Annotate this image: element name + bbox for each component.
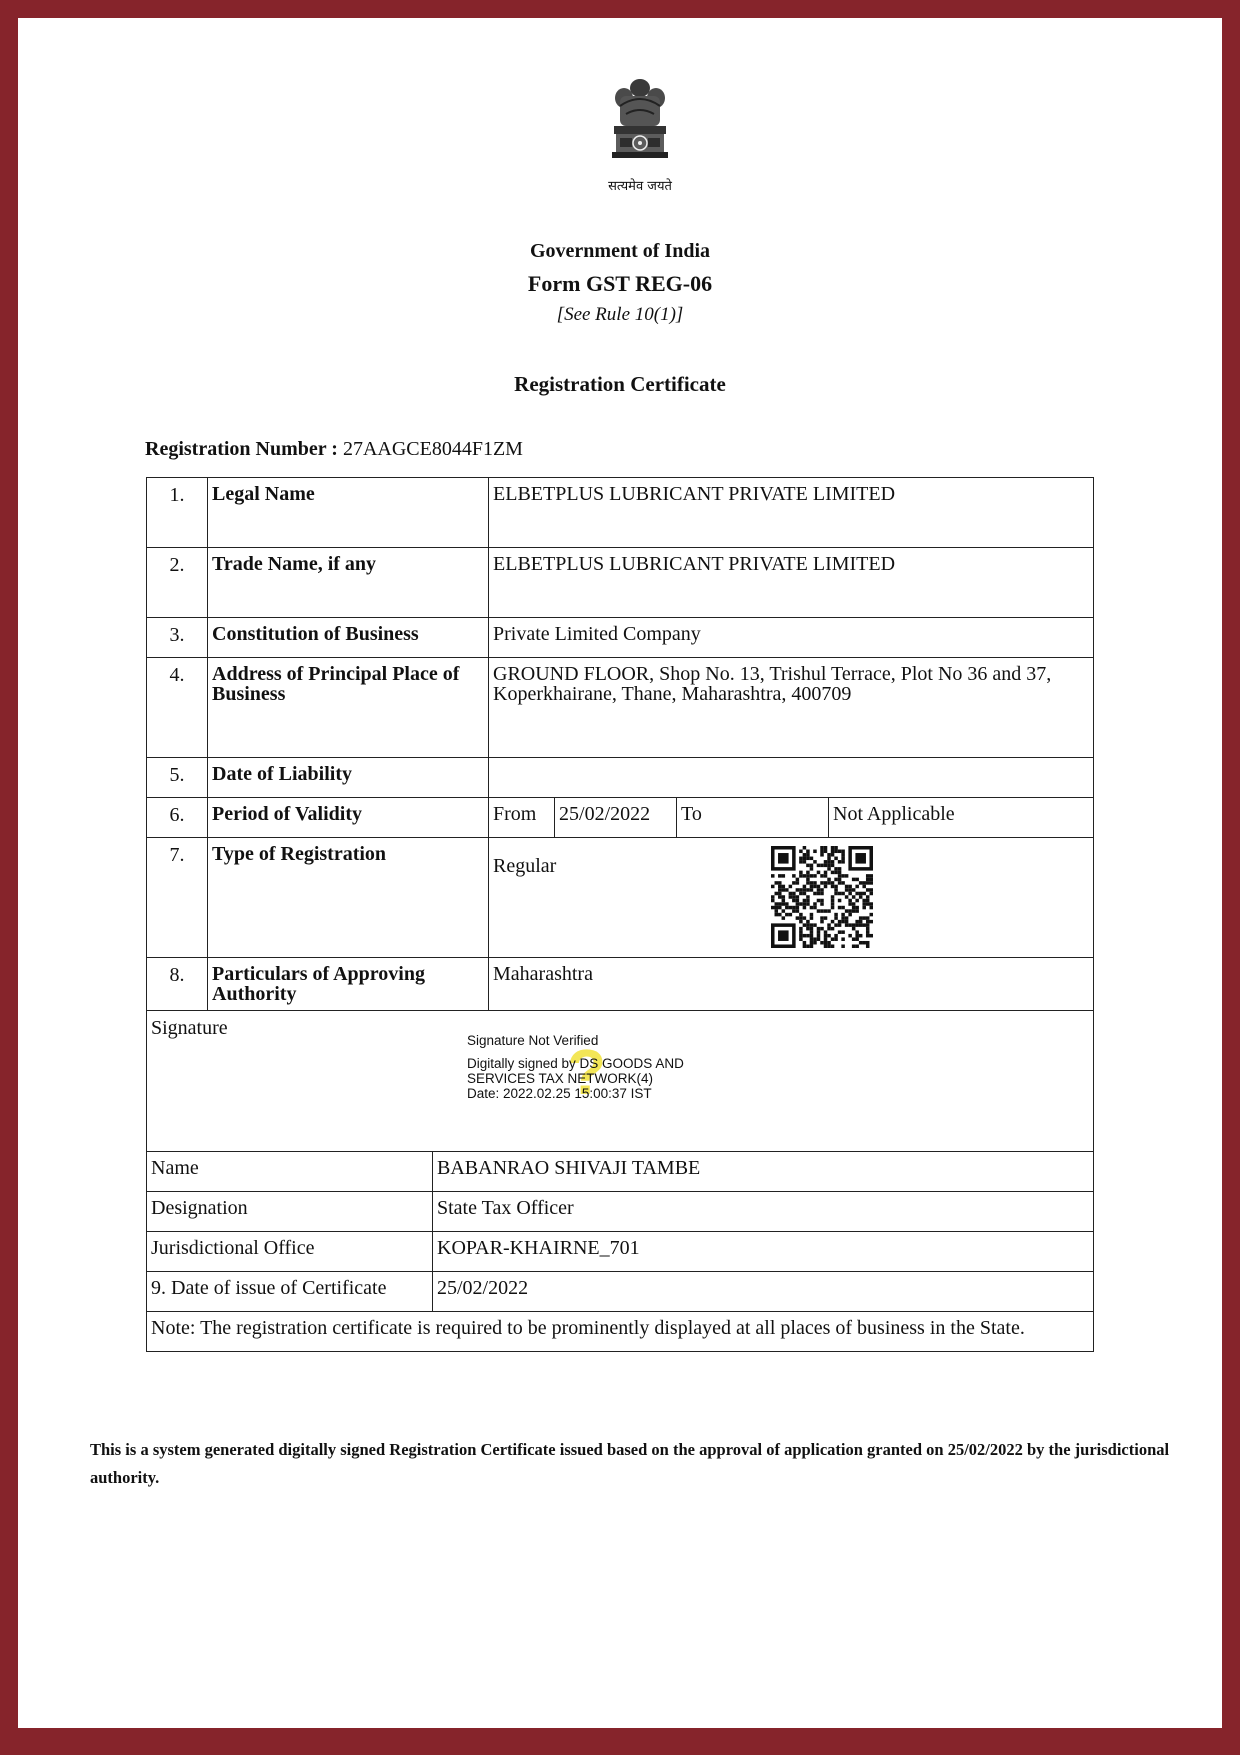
row-number: 7. [147,838,208,958]
officer-value-issue-date: 25/02/2022 [433,1272,1094,1312]
table-row [147,548,1094,618]
row-number: 6. [147,798,208,838]
registration-number-value: 27AAGCE8044F1ZM [342,438,523,460]
row-label-type-of-registration: Type of Registration [208,838,489,958]
table-row [147,758,1094,798]
row-label-trade-name: Trade Name, if any [208,548,489,618]
table-row [147,838,1094,958]
row-value-address: GROUND FLOOR, Shop No. 13, Trishul Terrace, Plot No 36 and 37, Koperkhairane, Thane, Maharashtra, 400709 [489,658,1094,758]
table-row [147,1272,1094,1312]
registration-number [145,438,523,461]
officer-label-office: Jurisdictional Office [147,1232,433,1272]
row-label-period-of-validity: Period of Validity [208,798,489,838]
validity-from-date: 25/02/2022 [555,798,677,838]
row-value-type-of-registration [489,838,1094,958]
certificate-page [18,18,1222,1728]
national-emblem-icon [590,70,690,170]
digital-signature-block [467,1033,684,1101]
signature-row [147,1011,1094,1152]
row-value-date-of-liability [489,758,1094,798]
officer-value-office: KOPAR-KHAIRNE_701 [433,1232,1094,1272]
signature-signer-line2: SERVICES TAX NETWORK(4) [467,1071,654,1086]
row-label-approving-authority: Particulars of Approving Authority [208,958,489,1011]
government-title: Government of India [530,240,710,262]
signature-cell [147,1011,1094,1152]
table-row [147,478,1094,548]
table-row [147,1312,1094,1352]
table-row [147,618,1094,658]
registration-type-text: Regular [493,855,557,877]
system-generated-footer: This is a system generated digitally signed Registration Certificate issued based on the approval of application granted on 25/02/2022 by the jurisdictional authority. [90,1440,1170,1487]
row-label-address: Address of Principal Place of Business [208,658,489,758]
form-title: Form GST REG-06 [527,271,713,296]
row-number: 1. [147,478,208,548]
officer-value-designation: State Tax Officer [433,1192,1094,1232]
row-value-trade-name: ELBETPLUS LUBRICANT PRIVATE LIMITED [489,548,1094,618]
row-number: 4. [147,658,208,758]
certificate-title: Registration Certificate [514,372,726,396]
rule-reference: [See Rule 10(1)] [556,304,684,325]
national-motto: सत्यमेव जयते [608,179,672,194]
row-value-constitution: Private Limited Company [489,618,1094,658]
table-row [147,1192,1094,1232]
row-label-date-of-liability: Date of Liability [208,758,489,798]
row-value-legal-name: ELBETPLUS LUBRICANT PRIVATE LIMITED [489,478,1094,548]
row-label-legal-name: Legal Name [208,478,489,548]
row-value-approving-authority: Maharashtra [489,958,1094,1011]
officer-value-name: BABANRAO SHIVAJI TAMBE [433,1152,1094,1192]
validity-from-label: From [489,798,555,838]
table-row [147,658,1094,758]
signature-status: Signature Not Verified [467,1033,599,1048]
signature-label: Signature [151,1017,228,1039]
registration-number-label: Registration Number : [145,438,338,460]
officer-label-issue-date: 9. Date of issue of Certificate [147,1272,433,1312]
validity-to-label: To [677,798,829,838]
row-number: 2. [147,548,208,618]
table-row [147,798,1094,838]
row-label-constitution: Constitution of Business [208,618,489,658]
qr-code-icon [771,846,873,948]
officer-label-designation: Designation [147,1192,433,1232]
table-row [147,1232,1094,1272]
signature-status-icon: ? [567,1036,607,1108]
table-row [147,1152,1094,1192]
row-number: 5. [147,758,208,798]
officer-label-name: Name [147,1152,433,1192]
signature-date: Date: 2022.02.25 15:00:37 IST [467,1086,652,1101]
row-number: 8. [147,958,208,1011]
registration-details-table [146,477,1094,1352]
row-number: 3. [147,618,208,658]
display-note: Note: The registration certificate is required to be prominently displayed at all places of business in the State. [147,1312,1094,1352]
table-row [147,958,1094,1011]
signature-signer-line1: Digitally signed by DS GOODS AND [467,1056,684,1071]
validity-to-value: Not Applicable [829,798,1094,838]
